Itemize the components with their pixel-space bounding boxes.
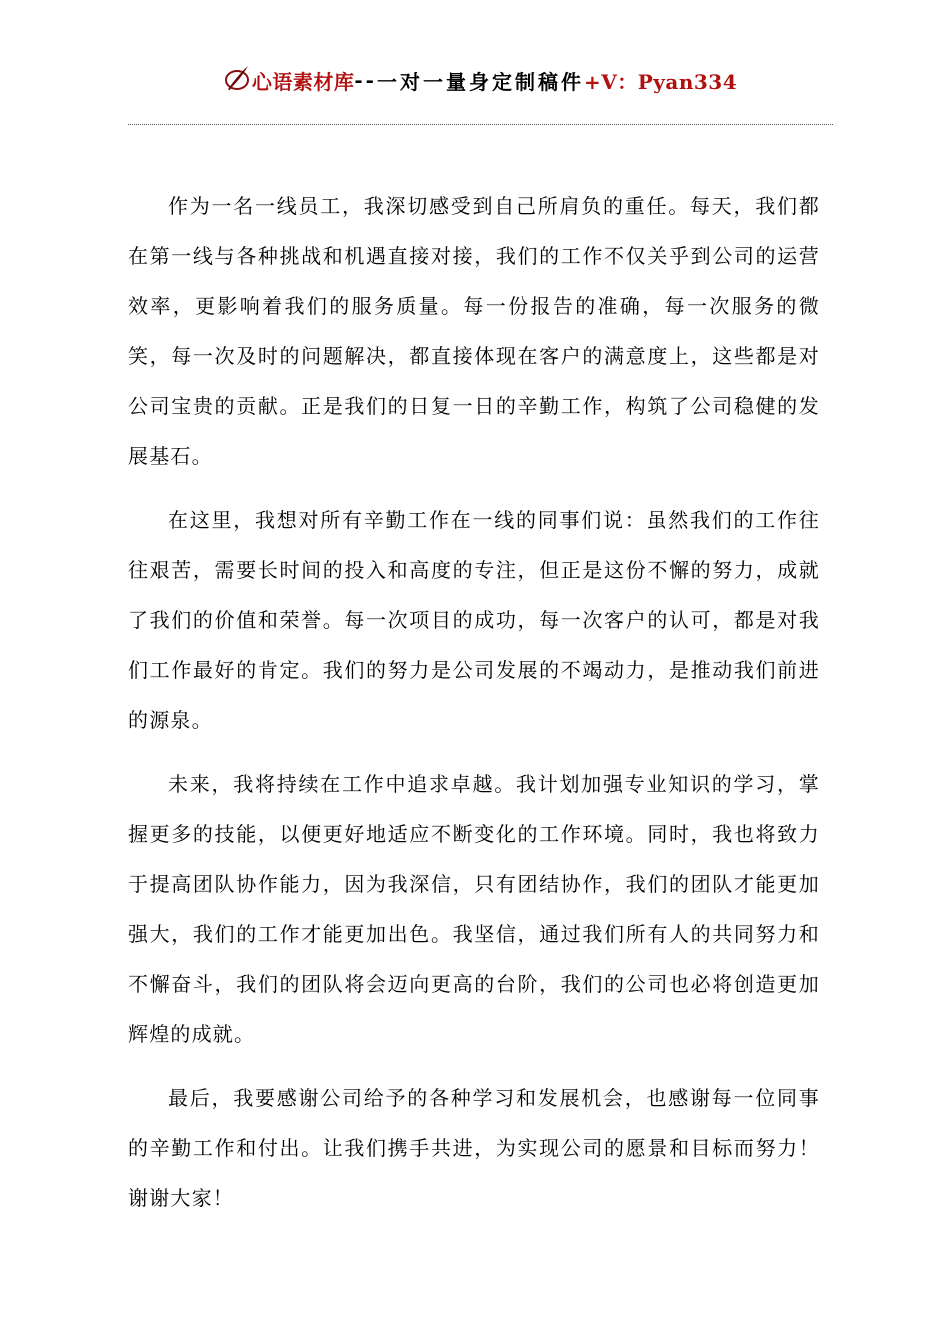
document-body <box>128 181 820 1237</box>
header-tagline: 一对一量身定制稿件 <box>376 69 584 94</box>
paragraph: 作为一名一线员工，我深切感受到自己所肩负的重任。每天，我们都在第一线与各种挑战和机遇直接对接，我们的工作不仅关乎到公司的运营效率，更影响着我们的服务质量。每一份报告的准确，每一次服务的微笑，每一次及时的问题解决，都直接体现在客户的满意度上，这些都是对公司宝贵的贡献。正是我们的日复一日的辛勤工作，构筑了公司稳健的发展基石。 <box>128 194 820 468</box>
paragraph: 在这里，我想对所有辛勤工作在一线的同事们说：虽然我们的工作往往艰苦，需要长时间的投入和高度的专注，但正是这份不懈的努力，成就了我们的价值和荣誉。每一次项目的成功，每一次客户的认可，都是对我们工作最好的肯定。我们的努力是公司发展的不竭动力，是推动我们前进的源泉。 <box>128 508 820 732</box>
header-contact: +V：Pyan334 <box>583 69 738 94</box>
brand-name: 心语素材库 <box>251 69 355 94</box>
header-divider <box>128 124 833 125</box>
quill-logo-icon <box>224 63 250 93</box>
page-header <box>128 60 833 100</box>
paragraph: 最后，我要感谢公司给予的各种学习和发展机会，也感谢每一位同事的辛勤工作和付出。让我们携手共进，为实现公司的愿景和目标而努力！谢谢大家！ <box>128 1086 820 1210</box>
header-separator: -- <box>354 68 377 92</box>
paragraph: 未来，我将持续在工作中追求卓越。我计划加强专业知识的学习，掌握更多的技能，以便更好地适应不断变化的工作环境。同时，我也将致力于提高团队协作能力，因为我深信，只有团结协作，我们的团队才能更加强大，我们的工作才能更加出色。我坚信，通过我们所有人的共同努力和不懈奋斗，我们的团队将会迈向更高的台阶，我们的公司也必将创造更加辉煌的成就。 <box>128 772 820 1046</box>
